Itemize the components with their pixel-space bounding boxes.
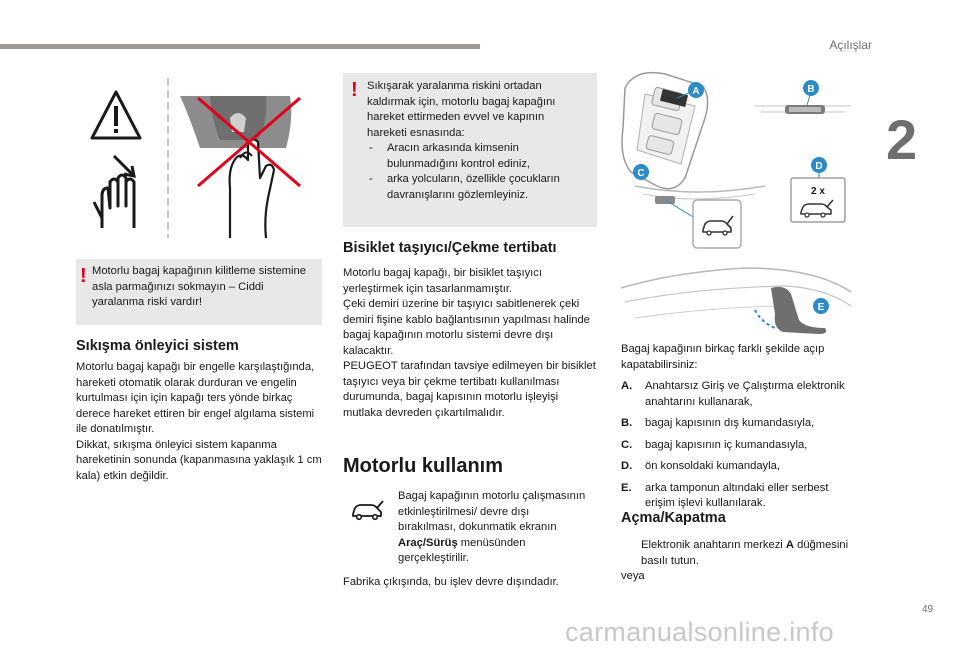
bike-paragraph-3: PEUGEOT tarafından tavsiye edilmeyen bir bisiklet taşıyıcı veya bir çekme tertibatı kullanılması durumunda, bagaj kapısının motorlu işleyişi mutlaka devreden çıkartılmalıdır. <box>343 360 596 419</box>
hand-press-icon <box>94 156 134 228</box>
button-letter: A <box>785 539 794 551</box>
method-letter: B. <box>621 417 633 429</box>
instruction-text-part: düğmesini basılı tutun. <box>641 539 849 567</box>
pinch-warning-illustration <box>80 78 320 238</box>
method-text: bagaj kapısının dış kumandasıyla, <box>645 417 815 429</box>
or-text: veya <box>621 570 645 582</box>
opening-methods-list <box>621 379 861 518</box>
anti-pinch-text <box>76 360 322 484</box>
callout-e-icon <box>813 298 829 314</box>
list-item <box>621 416 861 432</box>
callout-b-label: B <box>807 84 815 95</box>
open-close-instruction <box>621 538 861 585</box>
exterior-switch-illustration <box>755 92 851 114</box>
callout-a-label: A <box>692 86 700 97</box>
hands-free-illustration <box>615 262 855 338</box>
instruction-bullet <box>621 538 861 569</box>
pinch-risk-text <box>367 79 581 203</box>
open-close-title: Açma/Kapatma <box>621 510 726 526</box>
pinch-risk-list <box>367 141 581 203</box>
tailgate-lock-illustration <box>180 96 291 238</box>
callout-a-icon <box>688 82 704 98</box>
method-text: arka tamponun altındaki eller serbest erişim işlevi kullanılarak. <box>645 481 829 509</box>
factory-default-text: Fabrika çıkışında, bu işlev devre dışındadır. <box>343 576 559 588</box>
list-item <box>621 481 861 512</box>
bike-carrier-text <box>343 266 599 421</box>
warning-exclamation-icon: ! <box>80 265 87 287</box>
method-letter: E. <box>621 481 632 494</box>
method-text: ön konsoldaki kumandayla, <box>645 460 780 472</box>
page-number: 49 <box>922 604 934 615</box>
anti-pinch-title: Sıkışma önleyici sistem <box>76 338 239 354</box>
opening-methods-illustration <box>615 68 855 258</box>
callout-c-icon <box>633 164 649 180</box>
watermark-text: carmanualsonline.info <box>565 617 834 647</box>
console-button-illustration <box>791 172 845 222</box>
pinch-risk-intro: Sıkışarak yaralanma riskini ortadan kaldırmak için, motorlu bagaj kapağını hareket ettirmeden evvel ve kapının hareketi esnasında: <box>367 80 556 139</box>
callout-d-icon <box>811 157 827 173</box>
bike-paragraph-2: Çeki demiri üzerine bir taşıyıcı sabitlenerek çeki demiri fişine kablo bağlantısının yapılması halinde bagaj kapağının motorlu sistemi devre dışı kalacaktır. <box>343 298 590 357</box>
method-letter: D. <box>621 460 633 472</box>
warning-triangle-icon <box>92 92 140 138</box>
method-text: bagaj kapısının iç kumandasıyla, <box>645 438 808 451</box>
list-item: - arka yolcuların, özellikle çocukların davranışlarını gözlemleyiniz. <box>367 172 581 203</box>
method-text: Anahtarsız Giriş ve Çalıştırma elektronik anahtarını kullanarak, <box>645 380 845 408</box>
method-letter: C. <box>621 438 633 451</box>
finger-warning-box <box>76 259 322 325</box>
list-item <box>621 379 861 410</box>
section-title: Açılışlar <box>829 38 872 52</box>
motorized-usage-text <box>398 489 588 567</box>
header-bar <box>0 44 480 49</box>
instruction-text-part: Elektronik anahtarın merkezi <box>641 539 786 551</box>
pinch-risk-warning-box <box>343 73 597 227</box>
bike-paragraph-1: Motorlu bagaj kapağı, bir bisiklet taşıyıcı yerleştirmek için tasarlanmamıştır. <box>343 267 542 295</box>
car-tailgate-icon <box>350 498 384 522</box>
interior-switch-illustration <box>635 186 765 248</box>
callout-e-label: E <box>817 302 825 313</box>
warning-text: Motorlu bagaj kapağının kilitleme sistemine asla parmağınızı sokmayın – Ciddi yaralanma riski vardır! <box>92 265 306 308</box>
menu-name: Araç/Sürüş <box>398 536 458 549</box>
list-item <box>621 459 861 475</box>
callout-d-label: D <box>815 161 823 172</box>
motorized-usage-title: Motorlu kullanım <box>343 455 503 477</box>
callout-b-icon <box>803 80 819 96</box>
anti-pinch-paragraph-2: Dikkat, sıkışma önleyici sistem kapanma hareketinin sonunda (kapanmasına yaklaşık 1 cm kala) etkin değildir. <box>76 438 322 482</box>
method-letter: A. <box>621 380 633 392</box>
list-item: - Aracın arkasında kimsenin bulunmadığını kontrol ediniz, <box>367 141 581 172</box>
list-item <box>621 438 861 454</box>
double-press-label: 2 x <box>811 186 825 197</box>
usage-text-part: menüsünden gerçekleştirilir. <box>398 536 526 564</box>
usage-text-part: Bagaj kapağının motorlu çalışmasının etkinleştirilmesi/ devre dışı bırakılması, dokunmatik ekranın <box>398 490 586 533</box>
chapter-number: 2 <box>886 108 918 171</box>
warning-exclamation-icon: ! <box>351 79 358 101</box>
bike-carrier-title: Bisiklet taşıyıcı/Çekme tertibatı <box>343 240 557 256</box>
anti-pinch-paragraph: Motorlu bagaj kapağı bir engelle karşılaştığında, hareketi otomatik olarak durduran ve engelin kurtulması için için kapağı ters yönde birkaç derece hareket ettiren bir engel algılama sistemi ile donatılmıştır. <box>76 361 315 435</box>
callout-c-label: C <box>637 168 645 179</box>
opening-intro: Bagaj kapağının birkaç farklı şekilde açıp kapatabilirsiniz: <box>621 343 825 371</box>
